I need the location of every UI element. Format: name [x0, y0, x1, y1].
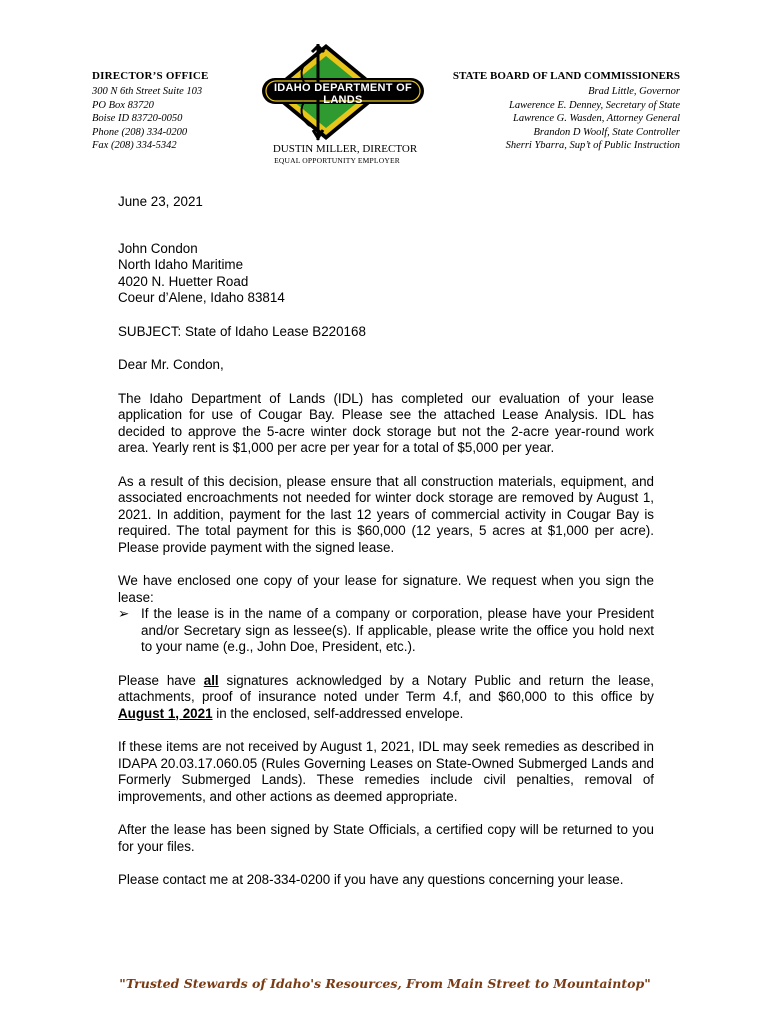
idl-logo [258, 42, 428, 142]
paragraph-enclosed-lease: We have enclosed one copy of your lease for signature. We request when you sign the lease: [118, 573, 654, 605]
board-member-attorney-general: Lawrence G. Wasden, Attorney General [512, 113, 680, 124]
letter-date: June 23, 2021 [118, 194, 203, 209]
land-board-title: STATE BOARD OF LAND COMMISSIONERS [452, 70, 680, 82]
paragraph-payment: As a result of this decision, please ensure that all construction materials, equipment, and associated encroachments not needed for winter dock storage are removed by August 1, 2021. In addition, payment for the last 12 years of commercial activity in Cougar Bay is required. The total payment for this is $60,000 (12 years, 5 acres at $1,000 per acre). Please provide payment with the signed lease. [118, 473, 654, 555]
notary-due-date: August 1, 2021 [118, 705, 213, 721]
office-pobox-line: PO Box 83720 [92, 99, 154, 111]
footer-motto: "Trusted Stewards of Idaho's Resources, From Main Street to Mountaintop" [119, 976, 651, 991]
office-address-line: 300 N 6th Street Suite 103 [92, 86, 203, 97]
recipient-street: 4020 N. Huetter Road [118, 273, 249, 289]
paragraph-remedies: If these items are not received by August 1, 2021, IDL may seek remedies as described in IDAPA 20.03.17.060.05 (Rules Governing Leases on State-Owned Submerged Lands and Formerly Submerged Lands). These remedies include civil penalties, removal of improvements, and other actions as deemed appropriate. [118, 739, 654, 804]
recipient-company: North Idaho Maritime [118, 257, 244, 272]
subject-line: SUBJECT: State of Idaho Lease B220168 [118, 323, 366, 339]
board-member-secretary-of-state: Lawerence E. Denney, Secretary of State [509, 99, 680, 111]
office-phone-line: Phone (208) 334-0200 [92, 126, 188, 138]
equal-opportunity-employer: EQUAL OPPORTUNITY EMPLOYER [274, 156, 400, 165]
directors-office-block [92, 70, 282, 153]
paragraph-contact: Please contact me at 208-334-0200 if you have any questions concerning your lease. [118, 872, 624, 887]
notary-text-b: signatures acknowledged by a Notary Public and return the lease, attachments, proof of insurance noted under Term 4.f, and $60,000 to this office by [118, 672, 654, 704]
directors-office-title: DIRECTOR’S OFFICE [92, 70, 209, 82]
board-member-superintendent: Sherri Ybarra, Sup’t of Public Instruction [505, 140, 680, 151]
idl-logo-text: IDAHO DEPARTMENT OF LANDS [273, 82, 413, 106]
salutation: Dear Mr. Condon, [118, 357, 224, 372]
recipient-name: John Condon [118, 240, 198, 256]
paragraph-certified-copy: After the lease has been signed by State Officials, a certified copy will be returned to you for your files. [118, 822, 654, 854]
arrow-bullet-icon: ➢ [118, 606, 130, 621]
bullet-text: If the lease is in the name of a company or corporation, please have your President and/or Secretary sign as lessee(s). If applicable, please write the office you hold next to your name (e.g., John Doe, President, etc.). [141, 606, 654, 654]
office-city-line: Boise ID 83720-0050 [92, 113, 183, 124]
board-member-governor: Brad Little, Governor [588, 86, 680, 97]
recipient-city: Coeur d’Alene, Idaho 83814 [118, 290, 285, 305]
land-board-block [420, 70, 680, 153]
recipient-address [118, 241, 654, 307]
letter-body [118, 190, 654, 889]
notary-all-emphasis: all [203, 672, 219, 688]
list-item [118, 606, 654, 656]
paragraph-evaluation: The Idaho Department of Lands (IDL) has completed our evaluation of your lease application for use of Cougar Bay. Please see the attached Lease Analysis. IDL has decided to approve the 5-acre winter dock storage but not the 2-acre year-round work area. Yearly rent is $1,000 per acre per year for a total of $5,000 per year. [118, 390, 654, 455]
board-member-controller: Brandon D Woolf, State Controller [533, 126, 680, 138]
office-fax-line: Fax (208) 334-5342 [92, 140, 177, 151]
notary-text-c: in the enclosed, self-addressed envelope. [212, 705, 464, 721]
notary-text-a: Please have [118, 672, 204, 688]
paragraph-notary [118, 673, 654, 723]
director-name: DUSTIN MILLER, DIRECTOR [272, 143, 418, 155]
